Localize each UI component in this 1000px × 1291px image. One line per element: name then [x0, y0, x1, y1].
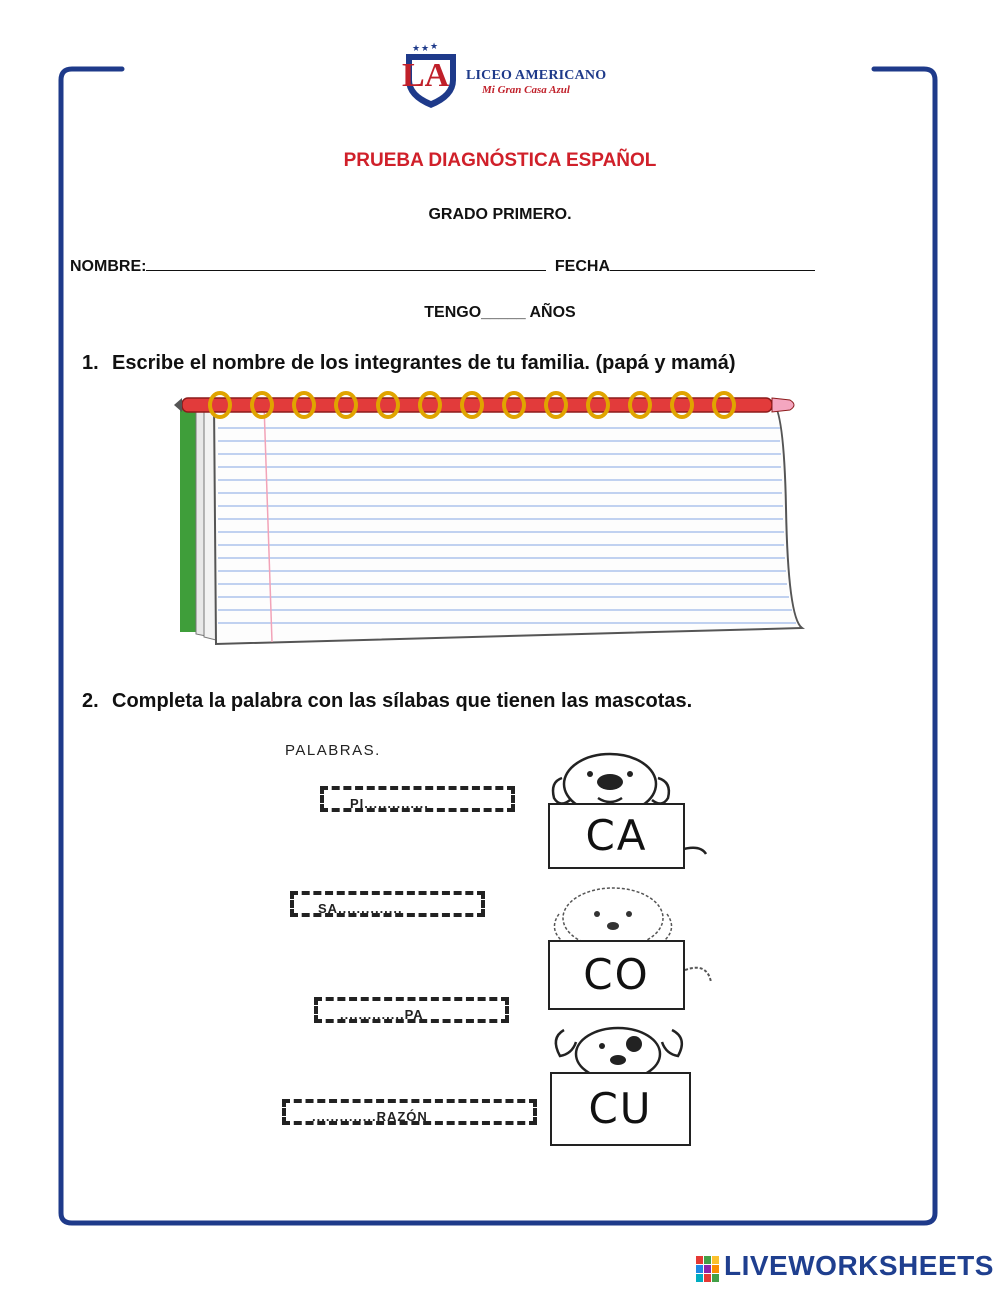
- svg-text:★: ★: [412, 43, 421, 53]
- word-blank-dots: ..............: [312, 1109, 377, 1124]
- school-name: LICEO AMERICANO: [466, 68, 607, 83]
- word-prefix: SA: [318, 901, 339, 916]
- word-blank-2[interactable]: [290, 891, 485, 917]
- word-prefix: PI: [350, 796, 365, 811]
- word-suffix: PA: [404, 1007, 424, 1022]
- page-title: PRUEBA DIAGNÓSTICA ESPAÑOL: [343, 150, 657, 171]
- page-frame: [58, 66, 938, 1226]
- word-blank-dots: ..............: [364, 796, 429, 811]
- question-1: [82, 352, 736, 375]
- age-row: [0, 304, 1000, 322]
- spotted-dog-icon: [548, 1020, 708, 1080]
- nombre-label: NOMBRE:: [70, 258, 147, 275]
- anos-label: AÑOS: [529, 304, 576, 321]
- nombre-input-line[interactable]: [146, 256, 546, 271]
- grade-label: GRADO PRIMERO.: [428, 206, 572, 223]
- syllable-card-ca[interactable]: CA: [548, 803, 685, 869]
- word-blank-4[interactable]: [282, 1099, 537, 1125]
- school-motto: Mi Gran Casa Azul: [482, 84, 570, 96]
- tengo-label[interactable]: TENGO_____: [424, 304, 526, 321]
- question-number: 2.: [82, 690, 99, 712]
- liveworksheets-text: LIVEWORKSHEETS: [724, 1250, 994, 1281]
- shield-icon: [396, 40, 466, 110]
- name-field-row: [70, 256, 815, 276]
- svg-text:★: ★: [430, 41, 439, 51]
- word-blank-3[interactable]: [314, 997, 509, 1023]
- word-blank-dots: ..............: [338, 901, 403, 916]
- word-suffix: RAZÓN: [376, 1109, 428, 1124]
- question-2: [82, 690, 692, 713]
- svg-text:★: ★: [421, 43, 430, 53]
- school-logo: [396, 40, 616, 110]
- fecha-input-line[interactable]: [610, 256, 815, 271]
- question-text: Escribe el nombre de los integrantes de tu familia. (papá y mamá): [112, 352, 736, 374]
- fecha-label: FECHA: [554, 258, 610, 275]
- syllable-card-cu[interactable]: CU: [550, 1072, 691, 1146]
- question-text: Completa la palabra con las sílabas que tienen las mascotas.: [112, 690, 693, 712]
- palabras-heading: PALABRAS.: [285, 742, 381, 759]
- question-number: 1.: [82, 352, 99, 374]
- logo-letters: LA: [402, 57, 450, 94]
- word-blank-dots: ..............: [340, 1007, 405, 1022]
- syllable-card-co[interactable]: CO: [548, 940, 685, 1010]
- notebook-writing-area[interactable]: [172, 388, 812, 646]
- liveworksheets-logo-icon: [695, 1254, 721, 1284]
- word-blank-1[interactable]: [320, 786, 515, 812]
